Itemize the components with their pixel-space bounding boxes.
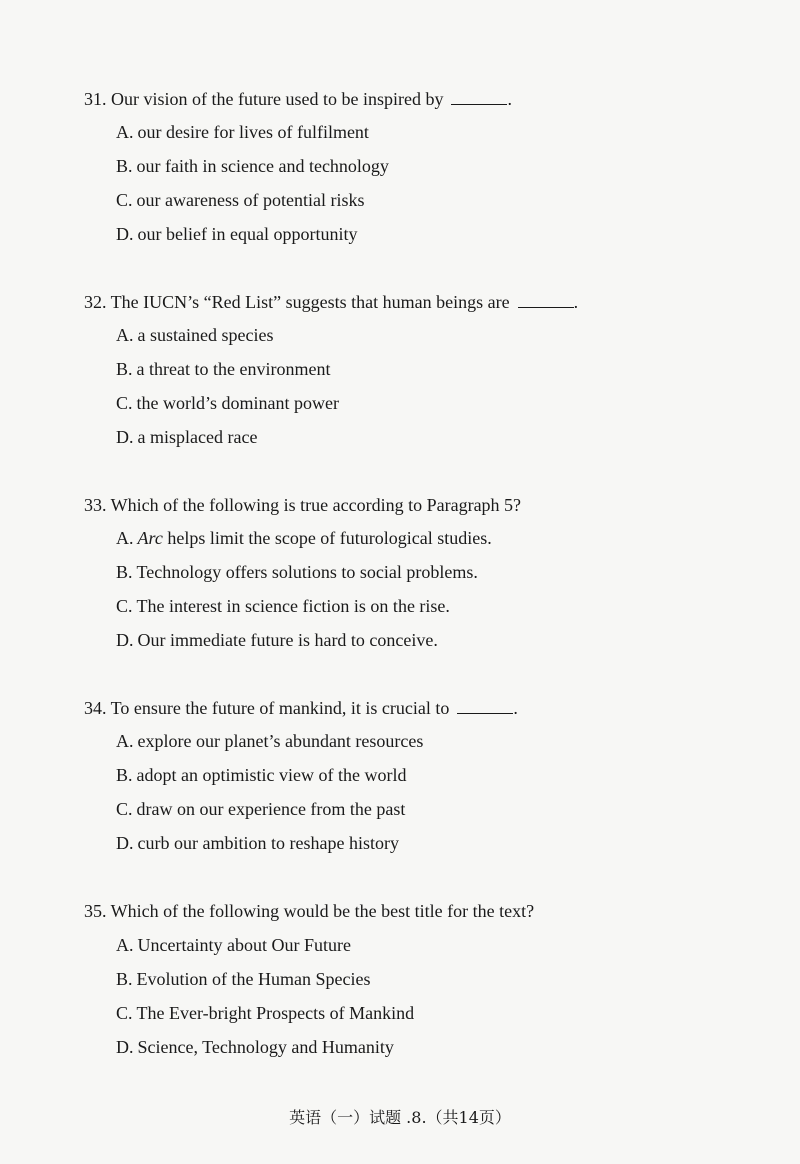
option-letter: D. (116, 630, 134, 650)
option-text: our faith in science and technology (136, 156, 389, 176)
question-stem (84, 291, 578, 313)
option-text: a sustained species (137, 325, 274, 345)
question-stem (84, 494, 521, 516)
option-text: Evolution of the Human Species (136, 969, 371, 989)
option-text: Arc helps limit the scope of futurological studies. (137, 528, 492, 548)
question-stem (84, 88, 512, 110)
option-c (116, 392, 339, 414)
option-d (116, 1036, 394, 1058)
option-letter: B. (116, 156, 133, 176)
option-letter: D. (116, 427, 134, 447)
option-letter: B. (116, 562, 133, 582)
option-b (116, 358, 330, 380)
option-letter: A. (116, 325, 134, 345)
option-d (116, 629, 438, 651)
option-text: draw on our experience from the past (136, 799, 406, 819)
option-b (116, 968, 370, 990)
option-b (116, 764, 406, 786)
option-b (116, 561, 478, 583)
option-letter: A. (116, 731, 134, 751)
option-c (116, 1002, 414, 1024)
answer-blank (518, 293, 574, 308)
option-letter: A. (116, 122, 134, 142)
stem-text: 32. The IUCN’s “Red List” suggests that human beings are (84, 292, 510, 312)
option-text: The interest in science fiction is on the rise. (136, 596, 450, 616)
stem-text: 35. Which of the following would be the best title for the text? (84, 901, 535, 921)
option-letter: C. (116, 596, 133, 616)
option-text: Science, Technology and Humanity (137, 1037, 394, 1057)
option-letter: C. (116, 190, 133, 210)
option-letter: C. (116, 799, 133, 819)
stem-text: 31. Our vision of the future used to be inspired by (84, 89, 444, 109)
page-footer: 英语（一）试题 .8.（共14页） (289, 1108, 511, 1127)
option-text: curb our ambition to reshape history (137, 833, 399, 853)
option-text: Our immediate future is hard to conceive. (137, 630, 438, 650)
option-text: a misplaced race (137, 427, 258, 447)
option-text: Uncertainty about Our Future (137, 935, 351, 955)
answer-blank (451, 90, 507, 105)
option-letter: C. (116, 1003, 133, 1023)
stem-text: 33. Which of the following is true according to Paragraph 5? (84, 495, 522, 515)
option-letter: B. (116, 969, 133, 989)
option-a (116, 121, 369, 143)
answer-blank (457, 699, 513, 714)
option-text: explore our planet’s abundant resources (137, 731, 424, 751)
question-stem (84, 697, 518, 719)
stem-end: . (513, 698, 518, 718)
option-text: adopt an optimistic view of the world (136, 765, 407, 785)
stem-end: . (573, 292, 579, 312)
option-a (116, 934, 351, 956)
option-c (116, 189, 364, 211)
option-text: our belief in equal opportunity (137, 224, 358, 244)
option-letter: A. (116, 935, 134, 955)
option-a (116, 730, 423, 752)
option-letter: D. (116, 833, 134, 853)
option-letter: D. (116, 1037, 134, 1057)
option-d (116, 832, 399, 854)
option-letter: D. (116, 224, 134, 244)
option-d (116, 426, 257, 448)
option-text: our desire for lives of fulfilment (137, 122, 369, 142)
option-text: a threat to the environment (136, 359, 331, 379)
option-text: Technology offers solutions to social problems. (136, 562, 478, 582)
option-a (116, 324, 273, 346)
option-letter: C. (116, 393, 133, 413)
stem-end: . (507, 89, 512, 109)
option-c (116, 798, 405, 820)
option-letter: A. (116, 528, 134, 548)
option-letter: B. (116, 765, 133, 785)
option-a (116, 527, 492, 549)
option-text: the world’s dominant power (136, 393, 339, 413)
option-text: The Ever-bright Prospects of Mankind (136, 1003, 415, 1023)
question-stem (84, 900, 534, 922)
option-text: our awareness of potential risks (136, 190, 365, 210)
option-d (116, 223, 357, 245)
option-c (116, 595, 450, 617)
stem-text: 34. To ensure the future of mankind, it is crucial to (84, 698, 450, 718)
option-b (116, 155, 389, 177)
option-letter: B. (116, 359, 133, 379)
